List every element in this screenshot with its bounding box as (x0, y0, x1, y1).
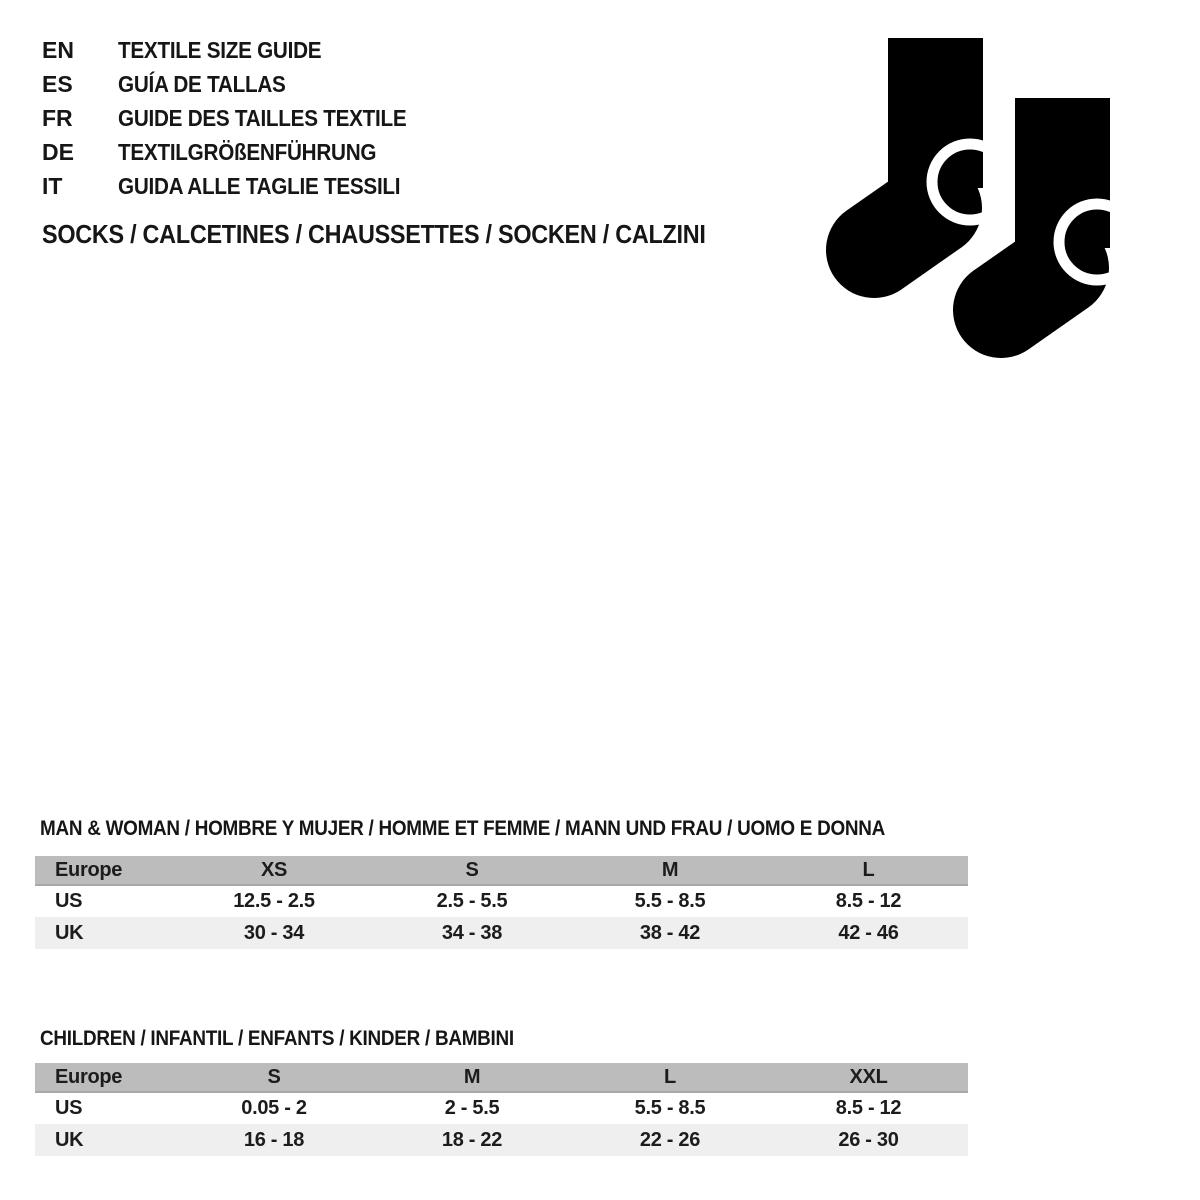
table-row-uk (35, 917, 968, 949)
size-table-children (35, 1063, 968, 1156)
size-value-cell: 0.05 - 2 (241, 1097, 307, 1119)
size-value-cell: 26 - 30 (838, 1128, 899, 1151)
size-value-cell: 8.5 - 12 (835, 1097, 902, 1119)
row-label-cell: US (55, 890, 83, 912)
table-row-us (35, 885, 968, 917)
table-header-cell: XXL (769, 1063, 968, 1092)
row-label-cell: UK (55, 921, 84, 944)
language-code: DE (42, 138, 74, 165)
socks-icon (810, 30, 1120, 360)
size-value-cell: 5.5 - 8.5 (634, 1097, 706, 1119)
table-row-uk (35, 1124, 968, 1156)
category-heading (42, 219, 779, 250)
size-value-cell: 2.5 - 5.5 (436, 890, 508, 912)
size-value-cell: 38 - 42 (639, 921, 701, 944)
language-code: FR (42, 104, 73, 131)
table-header-row (35, 1063, 968, 1092)
table-header-row (35, 856, 968, 885)
language-code: EN (42, 36, 74, 63)
table-row-us (35, 1092, 968, 1124)
size-value-cell: 8.5 - 12 (835, 890, 902, 912)
size-value-cell: 42 - 46 (838, 921, 899, 944)
language-label: TEXTILE SIZE GUIDE (118, 36, 322, 63)
size-value-cell: 2 - 5.5 (444, 1097, 500, 1119)
language-code: ES (42, 70, 73, 97)
language-code: IT (42, 172, 63, 199)
size-value-cell: 12.5 - 2.5 (233, 890, 315, 912)
language-row-fr (42, 101, 439, 135)
row-label-cell: UK (55, 1128, 84, 1151)
size-value-cell: 34 - 38 (441, 921, 503, 944)
size-value-cell: 18 - 22 (441, 1128, 503, 1151)
language-row-es (42, 67, 439, 101)
language-row-it (42, 169, 439, 203)
table-header-cell: L (769, 856, 968, 885)
size-table-man-woman (35, 856, 968, 949)
table-header-cell: L (571, 1063, 769, 1092)
table-header-cell: Europe (35, 856, 175, 885)
language-list (42, 33, 439, 203)
table-header-cell: XS (175, 856, 373, 885)
language-label: GUIDE DES TAILLES TEXTILE (118, 104, 407, 131)
size-value-cell: 30 - 34 (243, 921, 305, 944)
table-title-text: CHILDREN / INFANTIL / ENFANTS / KINDER / BAMBINI (40, 1027, 514, 1050)
table-title-text: MAN & WOMAN / HOMBRE Y MUJER / HOMME ET FEMME / MANN UND FRAU / UOMO E DONNA (40, 817, 886, 840)
table-header-cell: M (373, 1063, 571, 1092)
table-title-man-woman (40, 817, 979, 841)
size-value-cell: 16 - 18 (243, 1128, 305, 1151)
size-value-cell: 5.5 - 8.5 (634, 890, 706, 912)
language-row-en (42, 33, 439, 67)
size-value-cell: 22 - 26 (639, 1128, 701, 1151)
socks-icon-svg (810, 30, 1120, 360)
category-heading-text: SOCKS / CALCETINES / CHAUSSETTES / SOCKEN / CALZINI (42, 219, 706, 249)
language-label: TEXTILGRÖßENFÜHRUNG (118, 138, 377, 165)
language-label: GUIDA ALLE TAGLIE TESSILI (118, 172, 401, 199)
language-row-de (42, 135, 439, 169)
table-title-children (40, 1027, 567, 1051)
language-label: GUÍA DE TALLAS (118, 70, 286, 97)
table-header-cell: M (571, 856, 769, 885)
table-header-cell: S (373, 856, 571, 885)
table-header-cell: S (175, 1063, 373, 1092)
table-header-cell: Europe (35, 1063, 175, 1092)
row-label-cell: US (55, 1097, 83, 1119)
